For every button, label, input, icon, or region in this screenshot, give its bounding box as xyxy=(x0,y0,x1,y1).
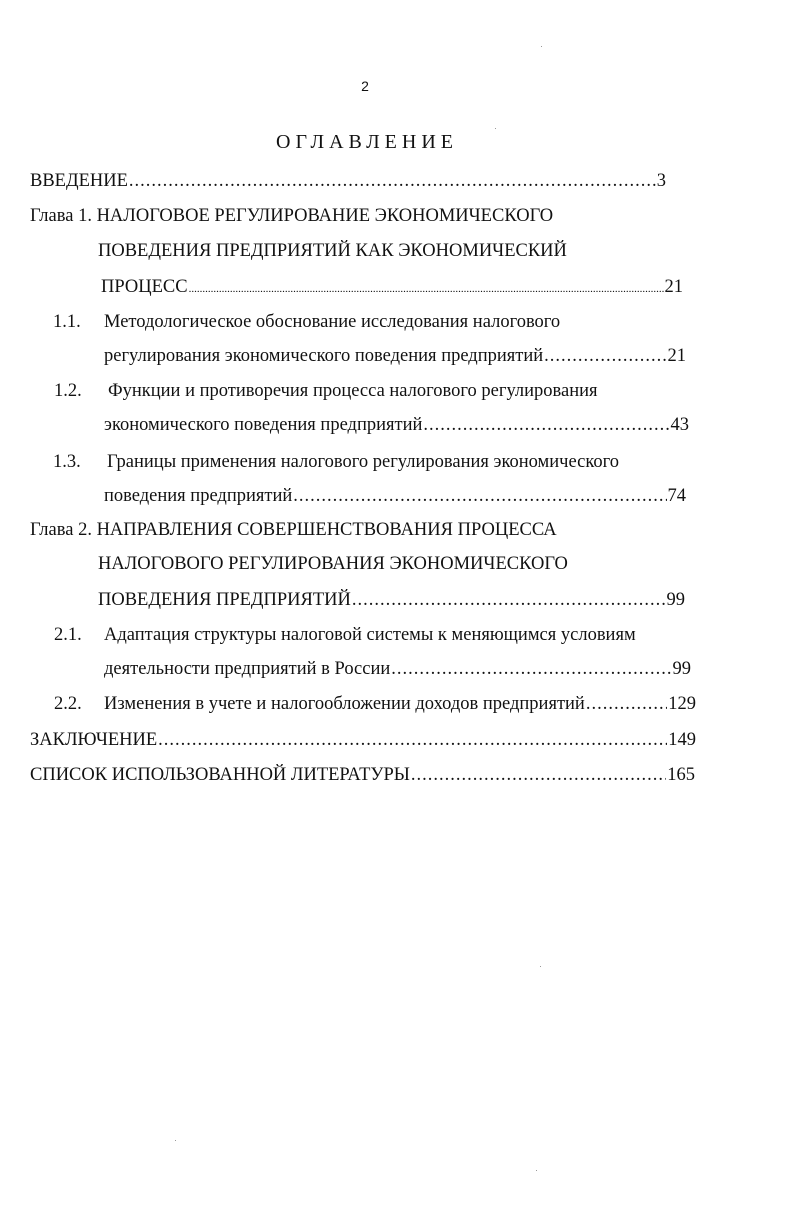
toc-entry-page: 165 xyxy=(667,765,695,785)
toc-entry-text: ВВЕДЕНИЕ xyxy=(30,171,128,191)
scan-speck xyxy=(541,46,542,47)
toc-entry-text: поведения предприятий xyxy=(104,486,293,506)
toc-entry-intro[interactable] xyxy=(30,170,666,192)
scan-speck xyxy=(175,1140,176,1141)
toc-entry-references[interactable] xyxy=(30,764,695,786)
toc-section-1-3-line-1[interactable] xyxy=(53,451,619,473)
section-number: 1.3. xyxy=(53,452,81,472)
page-number: 2 xyxy=(361,78,369,94)
toc-entry-conclusion[interactable] xyxy=(30,729,696,751)
section-number: 1.2. xyxy=(54,381,82,401)
scan-speck xyxy=(540,966,541,967)
toc-entry-text: Границы применения налогового регулирования экономического xyxy=(107,452,620,472)
dot-leader xyxy=(129,170,656,192)
toc-entry-page: 43 xyxy=(670,415,689,435)
section-number: 1.1. xyxy=(53,312,81,332)
toc-entry-text: Функции и противоречия процесса налогового регулирования xyxy=(108,381,598,401)
toc-entry-text: экономического поведения предприятий xyxy=(104,415,423,435)
toc-section-1-2-line-1[interactable] xyxy=(54,380,598,402)
toc-entry-page: 74 xyxy=(667,486,686,506)
toc-section-2-1-line-1[interactable] xyxy=(54,624,636,646)
dot-leader xyxy=(293,485,666,507)
toc-entry-page: 99 xyxy=(666,590,685,610)
toc-entry-page: 3 xyxy=(656,171,666,191)
toc-entry-text: деятельности предприятий в России xyxy=(104,659,391,679)
toc-section-2-2[interactable] xyxy=(54,693,696,715)
toc-entry-text: ПОВЕДЕНИЯ ПРЕДПРИЯТИЙ КАК ЭКОНОМИЧЕСКИЙ xyxy=(98,241,567,261)
scan-speck xyxy=(495,128,496,129)
toc-section-1-3-line-2[interactable] xyxy=(104,485,686,507)
toc-entry-text: Изменения в учете и налогообложении доходов предприятий xyxy=(104,694,585,714)
dot-leader xyxy=(391,658,671,680)
scan-speck xyxy=(536,1170,537,1171)
toc-entry-page: 99 xyxy=(672,659,691,679)
toc-entry-text: Методологическое обоснование исследования налогового xyxy=(104,312,561,332)
toc-section-2-1-line-2[interactable] xyxy=(104,658,691,680)
section-number: 2.1. xyxy=(54,625,82,645)
toc-chapter-1-line-1[interactable] xyxy=(30,205,553,227)
toc-chapter-1-line-2[interactable] xyxy=(98,240,567,262)
toc-chapter-1-line-3[interactable] xyxy=(101,276,683,300)
toc-chapter-2-line-3[interactable] xyxy=(98,589,685,611)
toc-section-1-1-line-2[interactable] xyxy=(104,345,686,367)
dot-leader xyxy=(352,589,666,611)
toc-entry-page: 149 xyxy=(668,730,696,750)
dot-leader xyxy=(411,764,666,786)
toc-entry-text: ПОВЕДЕНИЯ ПРЕДПРИЯТИЙ xyxy=(98,590,351,610)
toc-entry-text: СПИСОК ИСПОЛЬЗОВАННОЙ ЛИТЕРАТУРЫ xyxy=(30,765,410,785)
dot-leader xyxy=(423,414,669,436)
toc-chapter-2-line-2[interactable] xyxy=(98,553,568,575)
toc-section-1-2-line-2[interactable] xyxy=(104,414,689,436)
section-number: 2.2. xyxy=(54,694,82,714)
toc-entry-text: ЗАКЛЮЧЕНИЕ xyxy=(30,730,158,750)
toc-entry-text: Глава 1. НАЛОГОВОЕ РЕГУЛИРОВАНИЕ ЭКОНОМИЧЕСКОГО xyxy=(30,206,554,226)
toc-entry-text: Адаптация структуры налоговой системы к меняющимся условиям xyxy=(104,625,636,645)
dot-leader xyxy=(189,278,664,300)
toc-entry-text: ПРОЦЕСС xyxy=(101,277,188,297)
toc-entry-page: 21 xyxy=(667,346,686,366)
toc-entry-page: 21 xyxy=(664,277,683,297)
toc-chapter-2-line-1[interactable] xyxy=(30,519,557,541)
dot-leader xyxy=(544,345,666,367)
dot-leader xyxy=(158,729,667,751)
toc-title: ОГЛАВЛЕНИЕ xyxy=(276,131,458,153)
toc-entry-page: 129 xyxy=(668,694,696,714)
toc-section-1-1-line-1[interactable] xyxy=(53,311,560,333)
toc-entry-text: НАЛОГОВОГО РЕГУЛИРОВАНИЯ ЭКОНОМИЧЕСКОГО xyxy=(98,554,568,574)
dot-leader xyxy=(586,693,667,715)
toc-entry-text: регулирования экономического поведения предприятий xyxy=(104,346,544,366)
toc-entry-text: Глава 2. НАПРАВЛЕНИЯ СОВЕРШЕНСТВОВАНИЯ ПРОЦЕССА xyxy=(30,520,557,540)
